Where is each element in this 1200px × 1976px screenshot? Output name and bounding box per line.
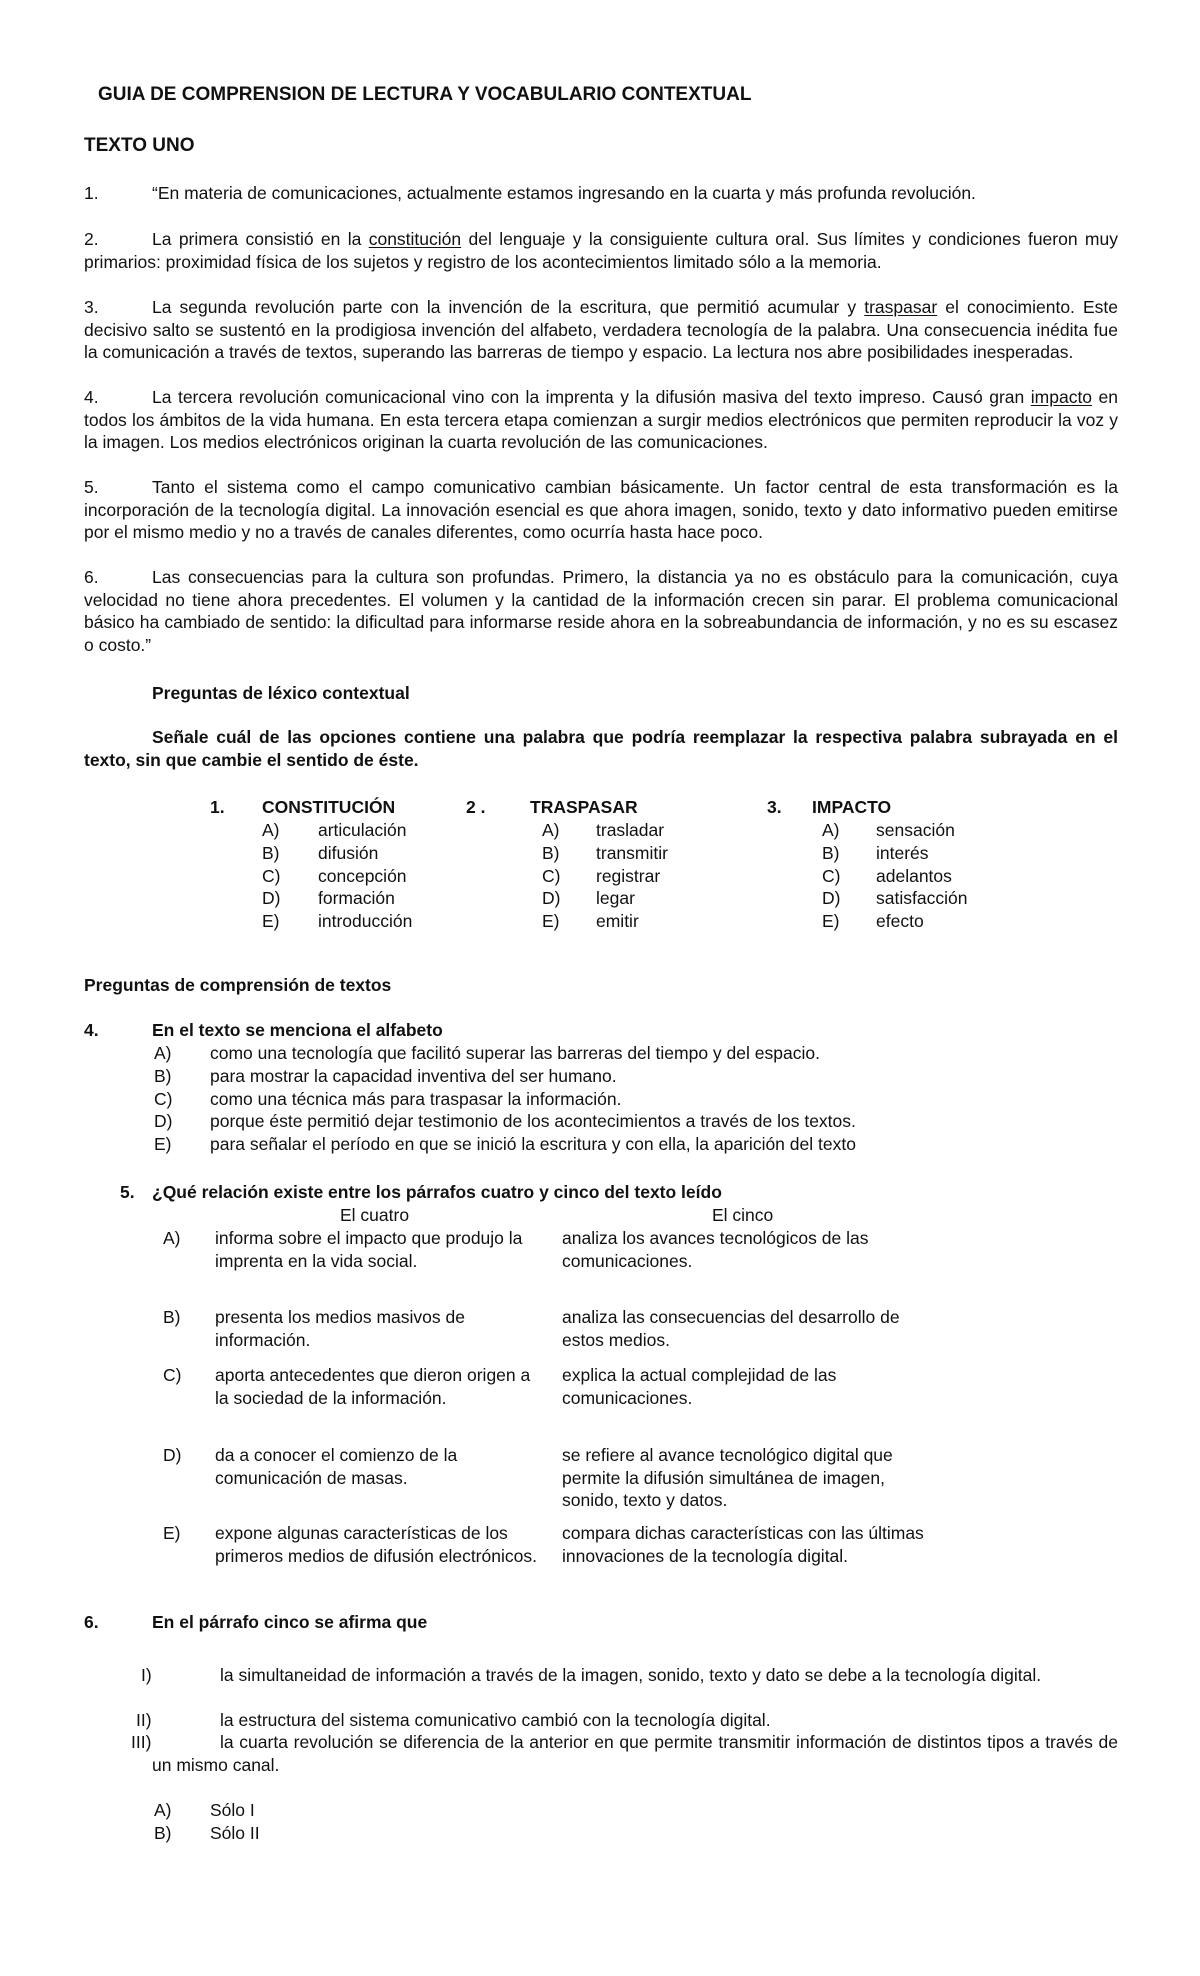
q4-option-letter: B): [154, 1065, 172, 1086]
vocab-option-text: trasladar: [596, 820, 665, 840]
underlined-word: traspasar: [864, 297, 938, 317]
vocab-item-word: CONSTITUCIÓN: [262, 797, 396, 817]
q5-cell-cuatro: presenta los medios masivos de información.: [215, 1307, 465, 1350]
q6-statement: [152, 1664, 1118, 1687]
paragraph-5: [84, 476, 1118, 544]
q5-row-letter: A): [163, 1228, 181, 1248]
q6-statement-label: I): [141, 1665, 152, 1685]
vocab-option-text: articulación: [318, 820, 407, 840]
vocab-option-text: legar: [596, 888, 635, 909]
vocab-option-letter: E): [262, 911, 280, 932]
q5-cell-cinco: analiza los avances tecnológicos de las comunicaciones.: [562, 1228, 869, 1271]
paragraph-number: 1.: [84, 183, 99, 203]
vocab-option-letter: C): [262, 865, 281, 886]
vocab-item-word: IMPACTO: [812, 797, 892, 817]
document-title: GUIA DE COMPRENSION DE LECTURA Y VOCABULARIO CONTEXTUAL: [98, 84, 752, 105]
q4-option-text: como una tecnología que facilitó superar las barreras del tiempo y del espacio.: [210, 1043, 820, 1063]
q6-statement-text: la cuarta revolución se diferencia de la anterior en que permite transmitir información de distintos tipos a través de un mismo canal.: [152, 1732, 1118, 1775]
vocab-option-letter: D): [822, 888, 841, 909]
vocab-option-letter: B): [542, 842, 560, 863]
vocab-item-number: 1.: [210, 797, 225, 817]
q4-option-letter: A): [154, 1043, 172, 1063]
paragraph-6: [84, 566, 1118, 656]
paragraph-1: [84, 182, 1118, 205]
q6-statement-text: la estructura del sistema comunicativo cambió con la tecnología digital.: [220, 1710, 771, 1730]
paragraph-text: La segunda revolución parte con la invención de la escritura, que permitió acumular y: [152, 297, 865, 317]
vocab-option-letter: B): [822, 842, 840, 863]
lexico-instruction: Señale cuál de las opciones contiene una palabra que podría reemplazar la respectiva palabra subrayada en el texto, sin que cambie el sentido de éste.: [84, 727, 1118, 770]
underlined-word: impacto: [1030, 387, 1093, 407]
q5-number: 5.: [120, 1182, 135, 1202]
q6-number: 6.: [84, 1612, 99, 1632]
q4-option-text: para señalar el período en que se inició la escritura y con ella, la aparición del texto: [210, 1134, 856, 1155]
q6-statement-text: la simultaneidad de información a través de la imagen, sonido, texto y dato se debe a la tecnología digital.: [220, 1665, 1042, 1685]
vocab-option-text: interés: [876, 842, 929, 863]
vocab-option-letter: C): [542, 865, 561, 886]
q4-number: 4.: [84, 1020, 99, 1040]
q5-cell-cuatro: da a conocer el comienzo de la comunicación de masas.: [215, 1445, 458, 1488]
vocab-option-text: introducción: [318, 911, 413, 932]
q5-cell-cinco: analiza las consecuencias del desarrollo de estos medios.: [562, 1307, 900, 1350]
q6-statement-label: II): [136, 1710, 152, 1730]
paragraph-text: el conocimiento. Este decisivo salto se sustentó en la prodigiosa invención del alfabeto, verdadera tecnología de la palabra. Una consecuencia inédita fue la comunicación a través de textos, superando las barreras de tiempo y espacio. La lectura nos abre posibilidades inesperadas.: [84, 297, 1119, 362]
vocab-option-text: difusión: [318, 842, 379, 863]
vocab-option-text: transmitir: [596, 842, 668, 863]
q6-option-text: Sólo I: [210, 1800, 255, 1820]
q5-col1-header: El cuatro: [340, 1205, 410, 1225]
text-title: TEXTO UNO: [84, 135, 195, 156]
vocab-option-letter: A): [822, 820, 840, 840]
comprension-heading: Preguntas de comprensión de textos: [84, 975, 392, 995]
q4-option-text: porque éste permitió dejar testimonio de los acontecimientos a través de los textos.: [210, 1111, 856, 1132]
paragraph-text: La tercera revolución comunicacional vino con la imprenta y la difusión masiva del texto impreso. Causó gran: [152, 387, 1031, 407]
q6-option-letter: B): [154, 1822, 172, 1843]
q5-cell-cinco: se refiere al avance tecnológico digital que permite la difusión simultánea de imagen, sonido, texto y datos.: [562, 1445, 893, 1510]
paragraph-number: 5.: [84, 477, 99, 497]
q5-cell-cinco: compara dichas características con las últimas innovaciones de la tecnología digital.: [562, 1523, 924, 1566]
paragraph-text: “En materia de comunicaciones, actualmente estamos ingresando en la cuarta y más profunda revolución.: [152, 183, 976, 203]
lexico-heading: Preguntas de léxico contextual: [152, 683, 410, 703]
q6-statement-label: III): [131, 1732, 152, 1752]
paragraph-text: en todos los ámbitos de la vida humana. En esta tercera etapa comienzan a surgir medios electrónicos que permiten reproducir la voz y la imagen. Los medios electrónicos originan la cuarta revolución de las comunicaciones.: [84, 387, 1118, 452]
q4-option-text: como una técnica más para traspasar la información.: [210, 1088, 622, 1109]
q4-option-letter: C): [154, 1088, 173, 1109]
vocab-option-letter: B): [262, 842, 280, 863]
vocab-item-word: TRASPASAR: [530, 797, 638, 817]
underlined-word: constitución: [368, 229, 462, 249]
vocab-option-letter: E): [822, 911, 840, 932]
q6-option-text: Sólo II: [210, 1822, 260, 1843]
vocab-option-text: sensación: [876, 820, 955, 840]
q4-stem: En el texto se menciona el alfabeto: [152, 1020, 443, 1040]
paragraph-4: [84, 386, 1118, 454]
q5-row-letter: D): [163, 1445, 182, 1465]
q5-cell-cinco: explica la actual complejidad de las comunicaciones.: [562, 1365, 837, 1408]
q4-option-letter: D): [154, 1111, 173, 1132]
q6-stem: En el párrafo cinco se afirma que: [152, 1612, 428, 1632]
vocab-option-text: formación: [318, 888, 395, 909]
paragraph-3: [84, 296, 1118, 364]
paragraph-number: 6.: [84, 567, 99, 587]
vocab-option-letter: E): [542, 911, 560, 932]
q6-option-letter: A): [154, 1800, 172, 1820]
q6-statement: [152, 1731, 1118, 1776]
vocab-option-letter: D): [542, 888, 561, 909]
vocab-option-text: emitir: [596, 911, 639, 932]
q5-row-letter: C): [163, 1365, 182, 1385]
paragraph-number: 2.: [84, 229, 99, 249]
vocab-option-letter: D): [262, 888, 281, 909]
vocab-option-text: registrar: [596, 865, 661, 886]
vocab-option-text: efecto: [876, 911, 924, 932]
q5-row-letter: E): [163, 1523, 181, 1543]
vocab-item-number: 3.: [767, 797, 782, 817]
paragraph-text: Tanto el sistema como el campo comunicativo cambian básicamente. Un factor central de esta transformación es la incorporación de la tecnología digital. La innovación esencial es que ahora imagen, sonido, texto y dato informativo pueden emitirse por el mismo medio y no a través de canales diferentes, como ocurría hasta hace poco.: [84, 477, 1118, 542]
paragraph-number: 3.: [84, 297, 99, 317]
q6-statement: [152, 1709, 1118, 1732]
q5-cell-cuatro: expone algunas características de los primeros medios de difusión electrónicos.: [215, 1523, 537, 1566]
vocab-option-text: concepción: [318, 865, 407, 886]
vocab-option-letter: A): [262, 820, 280, 840]
paragraph-text: del lenguaje y la consiguiente cultura oral. Sus límites y condiciones fueron muy primarios: proximidad física de los sujetos y registro de los acontecimientos limitado sólo a la memoria.: [84, 229, 1118, 272]
vocab-option-text: adelantos: [876, 865, 952, 886]
vocab-option-letter: A): [542, 820, 560, 840]
q4-option-letter: E): [154, 1134, 172, 1155]
paragraph-2: [84, 228, 1118, 273]
vocab-item-number: 2 .: [466, 797, 486, 817]
paragraph-text: Las consecuencias para la cultura son profundas. Primero, la distancia ya no es obstáculo para la comunicación, cuya velocidad no tiene ahora precedentes. El volumen y la cantidad de la información crecen sin parar. El problema comunicacional básico ha cambiado de sentido: la dificultad para informarse reside ahora en la sobreabundancia de información, y no es su escasez o costo.”: [84, 567, 1118, 655]
q5-cell-cuatro: informa sobre el impacto que produjo la imprenta en la vida social.: [215, 1228, 523, 1271]
q4-option-text: para mostrar la capacidad inventiva del ser humano.: [210, 1065, 617, 1086]
vocab-option-text: satisfacción: [876, 888, 968, 909]
q5-row-letter: B): [163, 1307, 181, 1327]
q5-cell-cuatro: aporta antecedentes que dieron origen a la sociedad de la información.: [215, 1365, 531, 1408]
q5-col2-header: El cinco: [712, 1205, 774, 1225]
vocab-option-letter: C): [822, 865, 841, 886]
paragraph-number: 4.: [84, 387, 99, 407]
paragraph-text: La primera consistió en la: [152, 229, 369, 249]
q5-stem: ¿Qué relación existe entre los párrafos cuatro y cinco del texto leído: [152, 1182, 722, 1202]
